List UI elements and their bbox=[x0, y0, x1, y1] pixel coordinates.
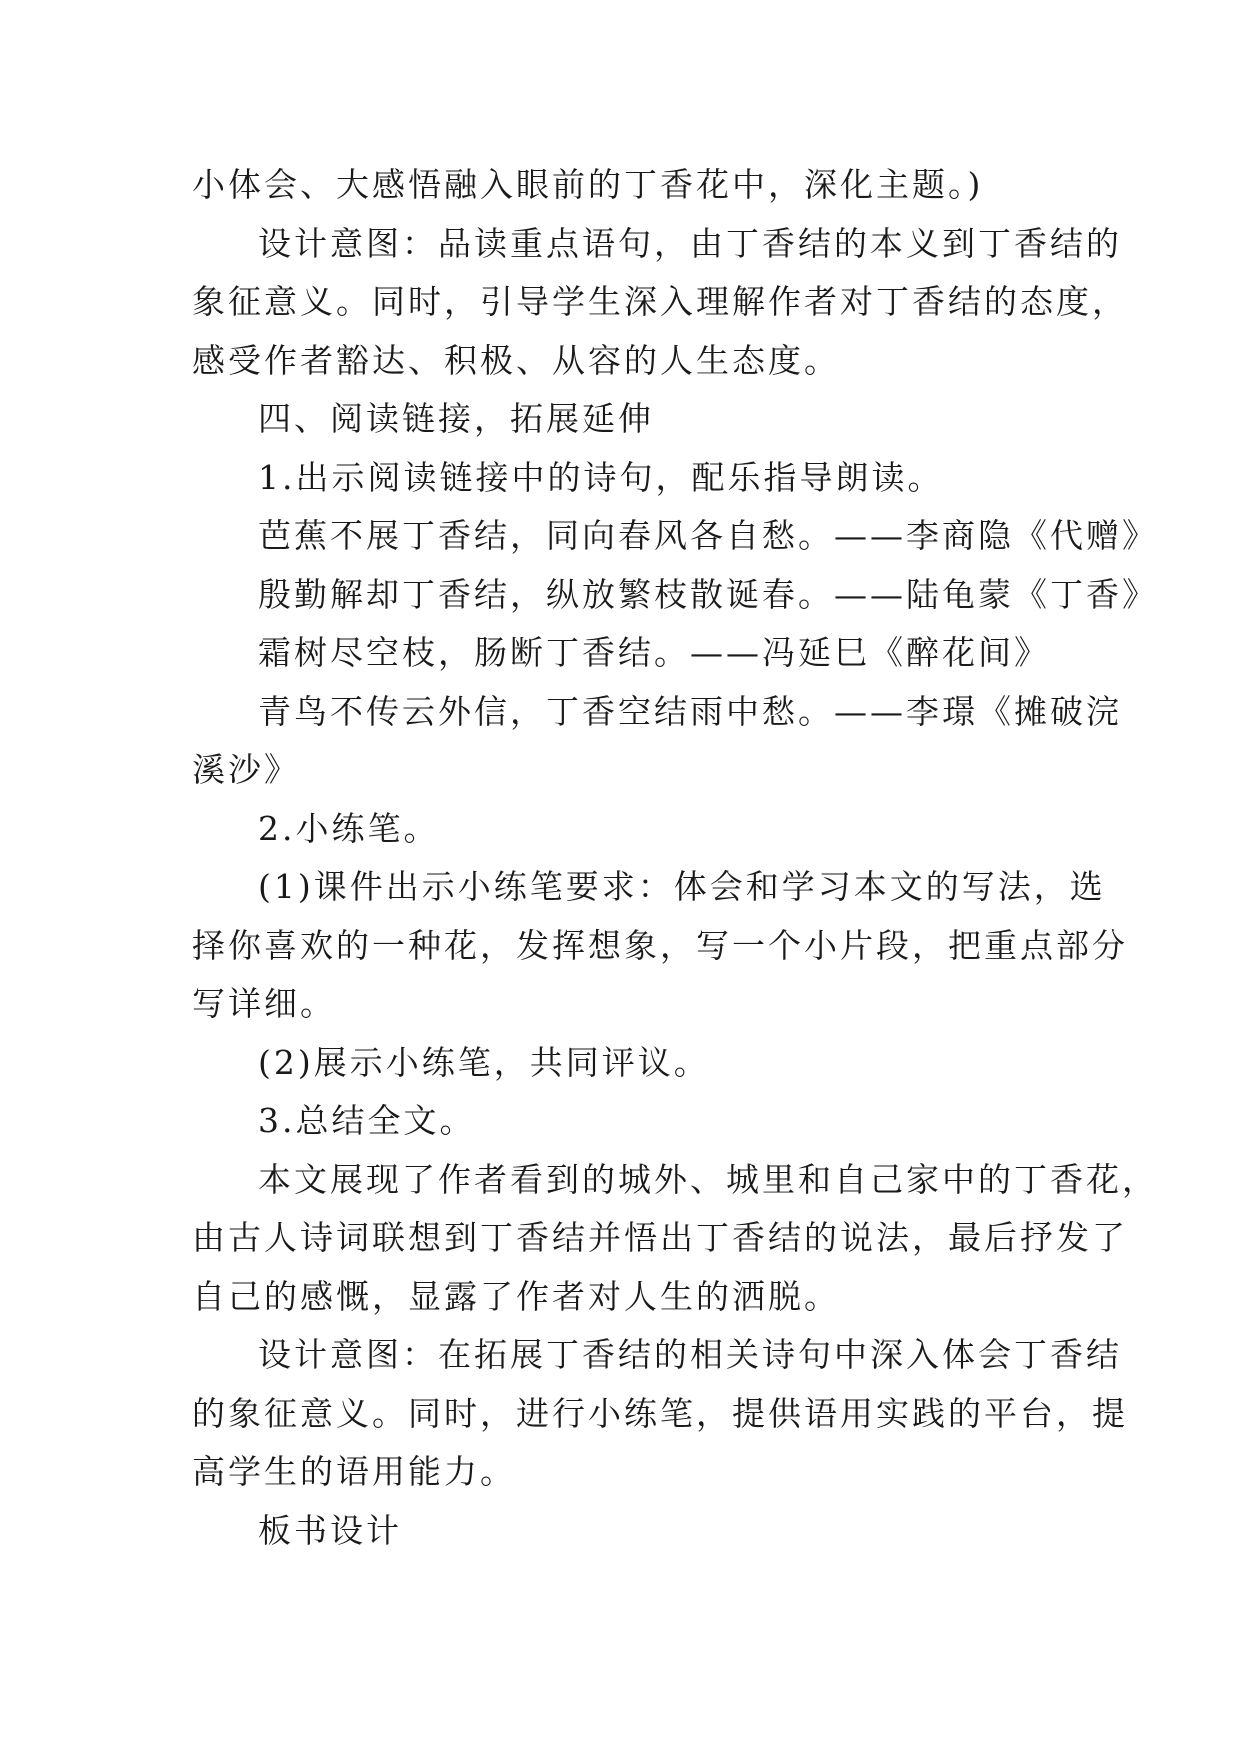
paragraph bbox=[192, 624, 1072, 683]
text-line: 2.小练笔。 bbox=[258, 808, 440, 848]
text-line: 板书设计 bbox=[258, 1510, 402, 1550]
text-line: 由古人诗词联想到丁香结并悟出丁香结的说法，最后抒发了 bbox=[192, 1218, 1128, 1257]
text-line: 象征意义。同时，引导学生深入理解作者对丁香结的态度， bbox=[192, 282, 1128, 321]
text-line: 四、阅读链接，拓展延伸 bbox=[258, 399, 654, 438]
paragraph bbox=[192, 683, 1122, 800]
paragraph bbox=[192, 800, 1072, 859]
paragraph bbox=[192, 858, 1128, 1034]
paragraph bbox=[192, 1151, 1158, 1327]
paragraph bbox=[192, 449, 1072, 508]
paragraph bbox=[192, 507, 1158, 566]
text-line: 霜树尽空枝，肠断丁香结。——冯延巳《醉花间》 bbox=[258, 633, 1050, 672]
text-line: 溪沙》 bbox=[192, 750, 300, 789]
paragraph bbox=[192, 1034, 1072, 1093]
text-line: 1.出示阅读链接中的诗句，配乐指导朗读。 bbox=[258, 457, 944, 497]
paragraph bbox=[192, 215, 1128, 391]
text-line: 的象征意义。同时，进行小练笔，提供语用实践的平台，提 bbox=[192, 1393, 1128, 1433]
text-line: 感受作者豁达、积极、从容的人生态度。 bbox=[192, 340, 840, 380]
text-line: 自己的感慨，显露了作者对人生的洒脱。 bbox=[192, 1276, 840, 1316]
text-line: 小体会、大感悟融入眼前的丁香花中，深化主题。) bbox=[192, 165, 984, 204]
paragraph bbox=[192, 390, 1072, 449]
text-line: 设计意图：品读重点语句，由丁香结的本义到丁香结的 bbox=[258, 223, 1122, 263]
text-line: 殷勤解却丁香结，纵放繁枝散诞春。——陆龟蒙《丁香》 bbox=[258, 574, 1158, 614]
text-line: 写详细。 bbox=[192, 984, 336, 1023]
text-line: 设计意图：在拓展丁香结的相关诗句中深入体会丁香结 bbox=[258, 1335, 1122, 1374]
text-line: 3.总结全文。 bbox=[258, 1101, 476, 1140]
text-line: (2)展示小练笔，共同评议。 bbox=[258, 1042, 710, 1082]
text-line: 本文展现了作者看到的城外、城里和自己家中的丁香花， bbox=[258, 1159, 1158, 1199]
paragraph bbox=[192, 1326, 1128, 1502]
text-line: 高学生的语用能力。 bbox=[192, 1452, 516, 1491]
paragraph bbox=[192, 156, 1072, 215]
paragraph bbox=[192, 1502, 1072, 1561]
text-line: 择你喜欢的一种花，发挥想象，写一个小片段，把重点部分 bbox=[192, 925, 1128, 965]
text-line: 芭蕉不展丁香结，同向春风各自愁。——李商隐《代赠》 bbox=[258, 516, 1158, 555]
text-line: (1)课件出示小练笔要求：体会和学习本文的写法，选 bbox=[258, 867, 1106, 906]
text-line: 青鸟不传云外信，丁香空结雨中愁。——李璟《摊破浣 bbox=[258, 691, 1122, 731]
document-page bbox=[192, 156, 1158, 1560]
paragraph bbox=[192, 1092, 1072, 1151]
paragraph bbox=[192, 566, 1158, 625]
